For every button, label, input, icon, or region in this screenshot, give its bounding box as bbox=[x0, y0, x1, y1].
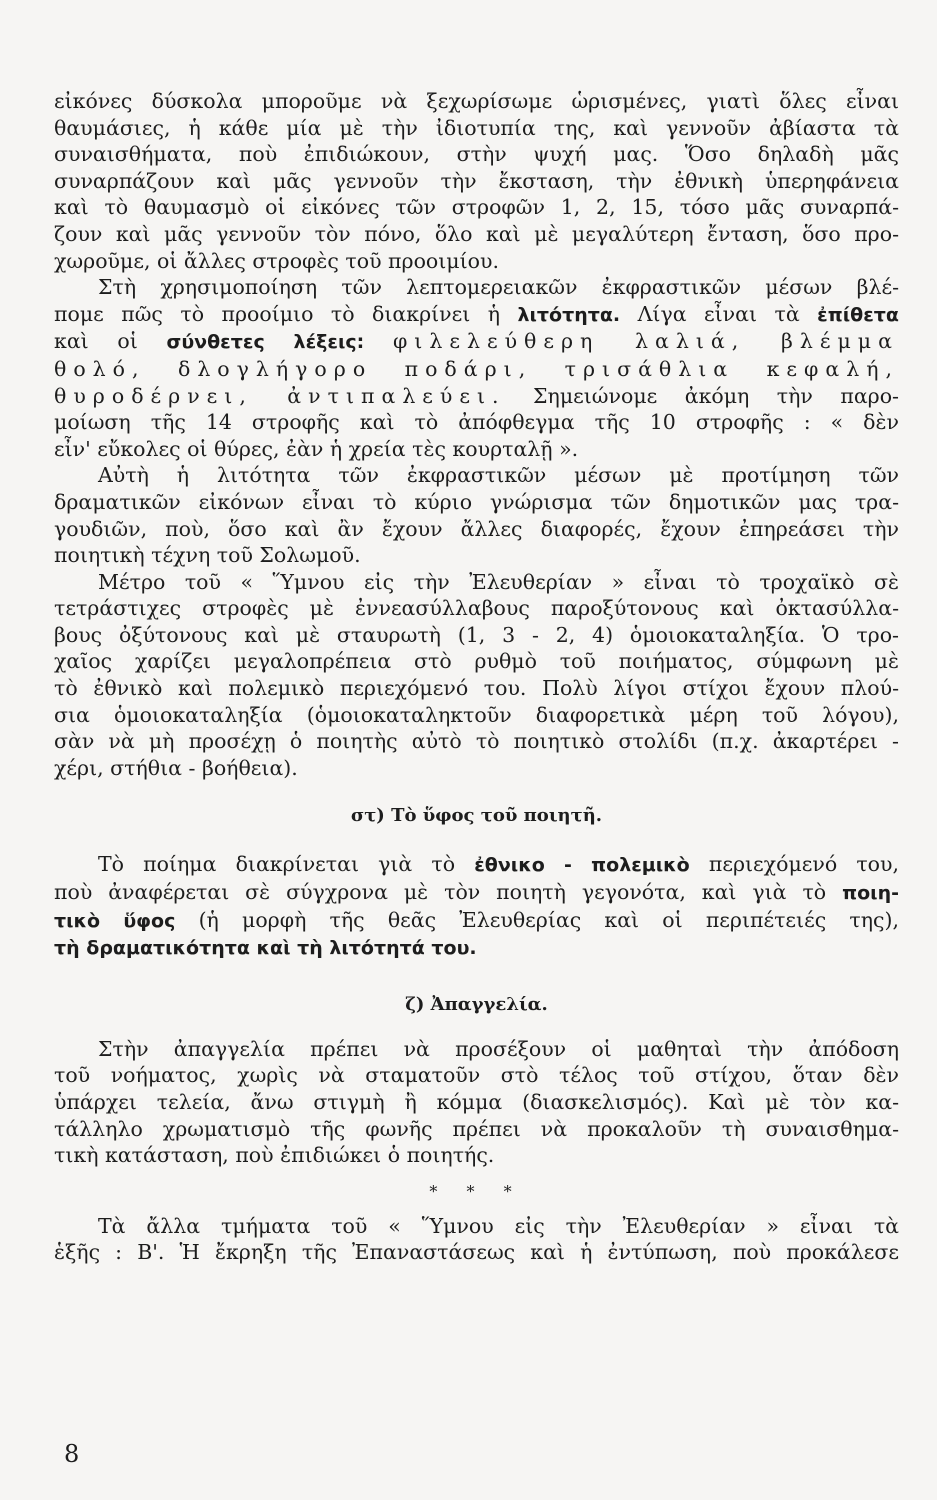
text-run: Σημειώνομε ἀκόμη τὴν παρο- bbox=[533, 383, 899, 408]
text-line: Στὴ χρησιμοποίηση τῶν λεπτομερειακῶν ἐκφραστικῶν μέσων βλέ- bbox=[98, 275, 899, 300]
text-line bbox=[54, 851, 899, 879]
text-line: συναρπάζουν καὶ μᾶς γεννοῦν τὴν ἔκσταση, τὴν ἐθνικὴ ὑπερηφάνεια bbox=[54, 168, 899, 193]
text-line: ὑπάρχει τελεία, ἄνω στιγμὴ ἢ κόμμα (διασκελισμός). Καὶ μὲ τὸν κα- bbox=[54, 1090, 899, 1114]
text-line: βους ὀξύτονους καὶ μὲ σταυρωτὴ (1, 3 - 2, 4) ὁμοιοκαταληξία. Ὁ τρο- bbox=[54, 622, 899, 647]
text-run: καὶ οἱ bbox=[54, 329, 138, 354]
section-heading-recitation: ζ) Ἀπαγγελία. bbox=[405, 993, 548, 1015]
text-run: ποὺ ἀναφέρεται σὲ σύγχρονα μὲ τὸν ποιητὴ γεγονότα, καὶ γιὰ τὸ bbox=[54, 880, 827, 905]
text-run: περιεχόμενό του, bbox=[708, 852, 899, 877]
bold-term: ἐθνικο - πολεμικὸ bbox=[474, 854, 690, 877]
bold-term: ποιη- bbox=[842, 882, 899, 905]
text-line: τετράστιχες στροφὲς μὲ ἐννεασύλλαβους παροξύτονους καὶ ὀκτασύλλα- bbox=[54, 596, 899, 621]
paragraph-images bbox=[54, 88, 899, 274]
paragraph-recitation bbox=[54, 1036, 899, 1169]
text-line: τοῦ νοήματος, χωρὶς νὰ σταματοῦν στὸ τέλος τοῦ στίχου, ὅταν δὲν bbox=[54, 1063, 899, 1088]
paragraph-simplicity bbox=[54, 462, 899, 568]
text-line bbox=[54, 879, 899, 907]
bold-term: τικὸ ὕφος bbox=[54, 909, 176, 932]
text-line: χωροῦμε, οἱ ἄλλες στροφὲς τοῦ προοιμίου. bbox=[54, 248, 499, 273]
text-line: εἶν' εὔκολες οἱ θύρες, ἐὰν ἡ χρεία τὲς κουρταλῇ ». bbox=[54, 436, 579, 461]
text-run: Τὸ ποίημα διακρίνεται γιὰ τὸ bbox=[98, 852, 456, 877]
text-line: τάλληλο χρωματισμὸ τῆς φωνῆς πρέπει νὰ προκαλοῦν τὴ συναισθημα- bbox=[54, 1116, 899, 1141]
bold-term: λιτότητα. bbox=[517, 303, 621, 326]
text-line: Αὐτὴ ἡ λιτότητα τῶν ἐκφραστικῶν μέσων μὲ προτίμηση τῶν bbox=[98, 463, 899, 488]
text-run: Λίγα εἶναι τὰ bbox=[637, 301, 800, 326]
text-line: συναισθήματα, ποὺ ἐπιδιώκουν, στὴν ψυχή μας. Ὅσο δηλαδὴ μᾶς bbox=[54, 142, 899, 167]
text-line: χαῖος χαρίζει μεγαλοπρέπεια στὸ ρυθμὸ τοῦ ποιήματος, σύμφωνη μὲ bbox=[54, 649, 899, 674]
text-line: Τὰ ἄλλα τμήματα τοῦ « Ὕμνου εἰς τὴν Ἐλευθερίαν » εἶναι τὰ bbox=[98, 1213, 899, 1238]
spaced-example: θολό, δλογλήγορο ποδάρι, τρισάθλια κεφαλή, bbox=[54, 356, 899, 381]
text-line bbox=[54, 328, 899, 356]
section-heading-style: στ) Τὸ ὕφος τοῦ ποιητῆ. bbox=[350, 805, 603, 827]
text-line: σια ὁμοιοκαταληξία (ὁμοιοκαταληκτοῦν διαφορετικὰ μέρη τοῦ λόγου), bbox=[54, 702, 899, 727]
text-line: τικὴ κατάσταση, ποὺ ἐπιδιώκει ὁ ποιητής. bbox=[54, 1143, 495, 1168]
text-line: Μέτρο τοῦ « Ὕμνου εἰς τὴν Ἐλευθερίαν » εἶναι τὸ τροχαϊκὸ σὲ bbox=[98, 569, 899, 594]
text-line: θαυμάσιες, ἡ κάθε μία μὲ τὴν ἰδιοτυπία της, καὶ γεννοῦν ἀβίαστα τὰ bbox=[54, 115, 899, 140]
spaced-example: θυροδέρνει, ἀντιπαλεύει. bbox=[54, 383, 506, 408]
paragraph-means-of-expression bbox=[54, 274, 899, 462]
text-line: μοίωση τῆς 14 στροφῆς καὶ τὸ ἀπόφθεγμα τῆς 10 στροφῆς : « δὲν bbox=[54, 410, 899, 435]
text-line: σὰν νὰ μὴ προσέχῃ ὁ ποιητὴς αὐτὸ τὸ ποιητικὸ στολίδι (π.χ. ἀκαρτέρει - bbox=[54, 729, 899, 754]
text-line bbox=[54, 383, 899, 410]
text-line: Στὴν ἀπαγγελία πρέπει νὰ προσέξουν οἱ μαθηταὶ τὴν ἀπόδοση bbox=[98, 1036, 899, 1061]
text-line: καὶ τὸ θαυμασμὸ οἱ εἰκόνες τῶν στροφῶν 1, 2, 15, τόσο μᾶς συναρπά- bbox=[54, 195, 899, 220]
text-line bbox=[54, 907, 899, 935]
text-line: εἰκόνες δύσκολα μποροῦμε νὰ ξεχωρίσωμε ὡρισμένες, γιατὶ ὅλες εἶναι bbox=[54, 89, 899, 113]
bold-term: τὴ δραματικότητα καὶ τὴ λιτότητά του. bbox=[54, 937, 477, 960]
text-line bbox=[54, 301, 899, 329]
text-line: ἑξῆς : Β'. Ἡ ἔκρηξη τῆς Ἐπαναστάσεως καὶ ἡ ἐντύπωση, ποὺ προκάλεσε bbox=[54, 1240, 899, 1265]
bold-term: σύνθετες λέξεις: bbox=[166, 331, 365, 354]
paragraph-style bbox=[54, 851, 899, 961]
text-line: γουδιῶν, ποὺ, ὅσο καὶ ἂν ἔχουν ἄλλες διαφορές, ἔχουν ἐπηρεάσει τὴν bbox=[54, 516, 899, 541]
paragraph-other-parts bbox=[54, 1213, 899, 1266]
text-line: τὸ ἐθνικὸ καὶ πολεμικὸ περιεχόμενό του. Πολὺ λίγοι στίχοι ἔχουν πλού- bbox=[54, 676, 899, 701]
bold-term: ἐπίθετα bbox=[817, 303, 899, 326]
text-line: ποιητικὴ τέχνη τοῦ Σολωμοῦ. bbox=[54, 543, 361, 568]
text-run: (ἡ μορφὴ τῆς θεᾶς Ἐλευθερίας καὶ οἱ περιπέτειές της), bbox=[198, 907, 899, 932]
page-number: 8 bbox=[64, 1440, 80, 1468]
spaced-example: φιλελεύθερη λαλιά, βλέμμα bbox=[392, 329, 899, 354]
text-line: χέρι, στήθια - βοήθεια). bbox=[54, 755, 298, 780]
section-divider-stars: * * * bbox=[429, 1181, 524, 1201]
paragraph-meter bbox=[54, 569, 899, 782]
text-line bbox=[54, 934, 899, 962]
text-run: πομε πῶς τὸ προοίμιο τὸ διακρίνει ἡ bbox=[54, 301, 501, 326]
text-line: ζουν καὶ μᾶς γεννοῦν τὸν πόνο, ὅλο καὶ μὲ μεγαλύτερη ἔνταση, ὅσο προ- bbox=[54, 221, 899, 246]
text-line: δραματικῶν εἰκόνων εἶναι τὸ κύριο γνώρισμα τῶν δημοτικῶν μας τρα- bbox=[54, 489, 899, 514]
